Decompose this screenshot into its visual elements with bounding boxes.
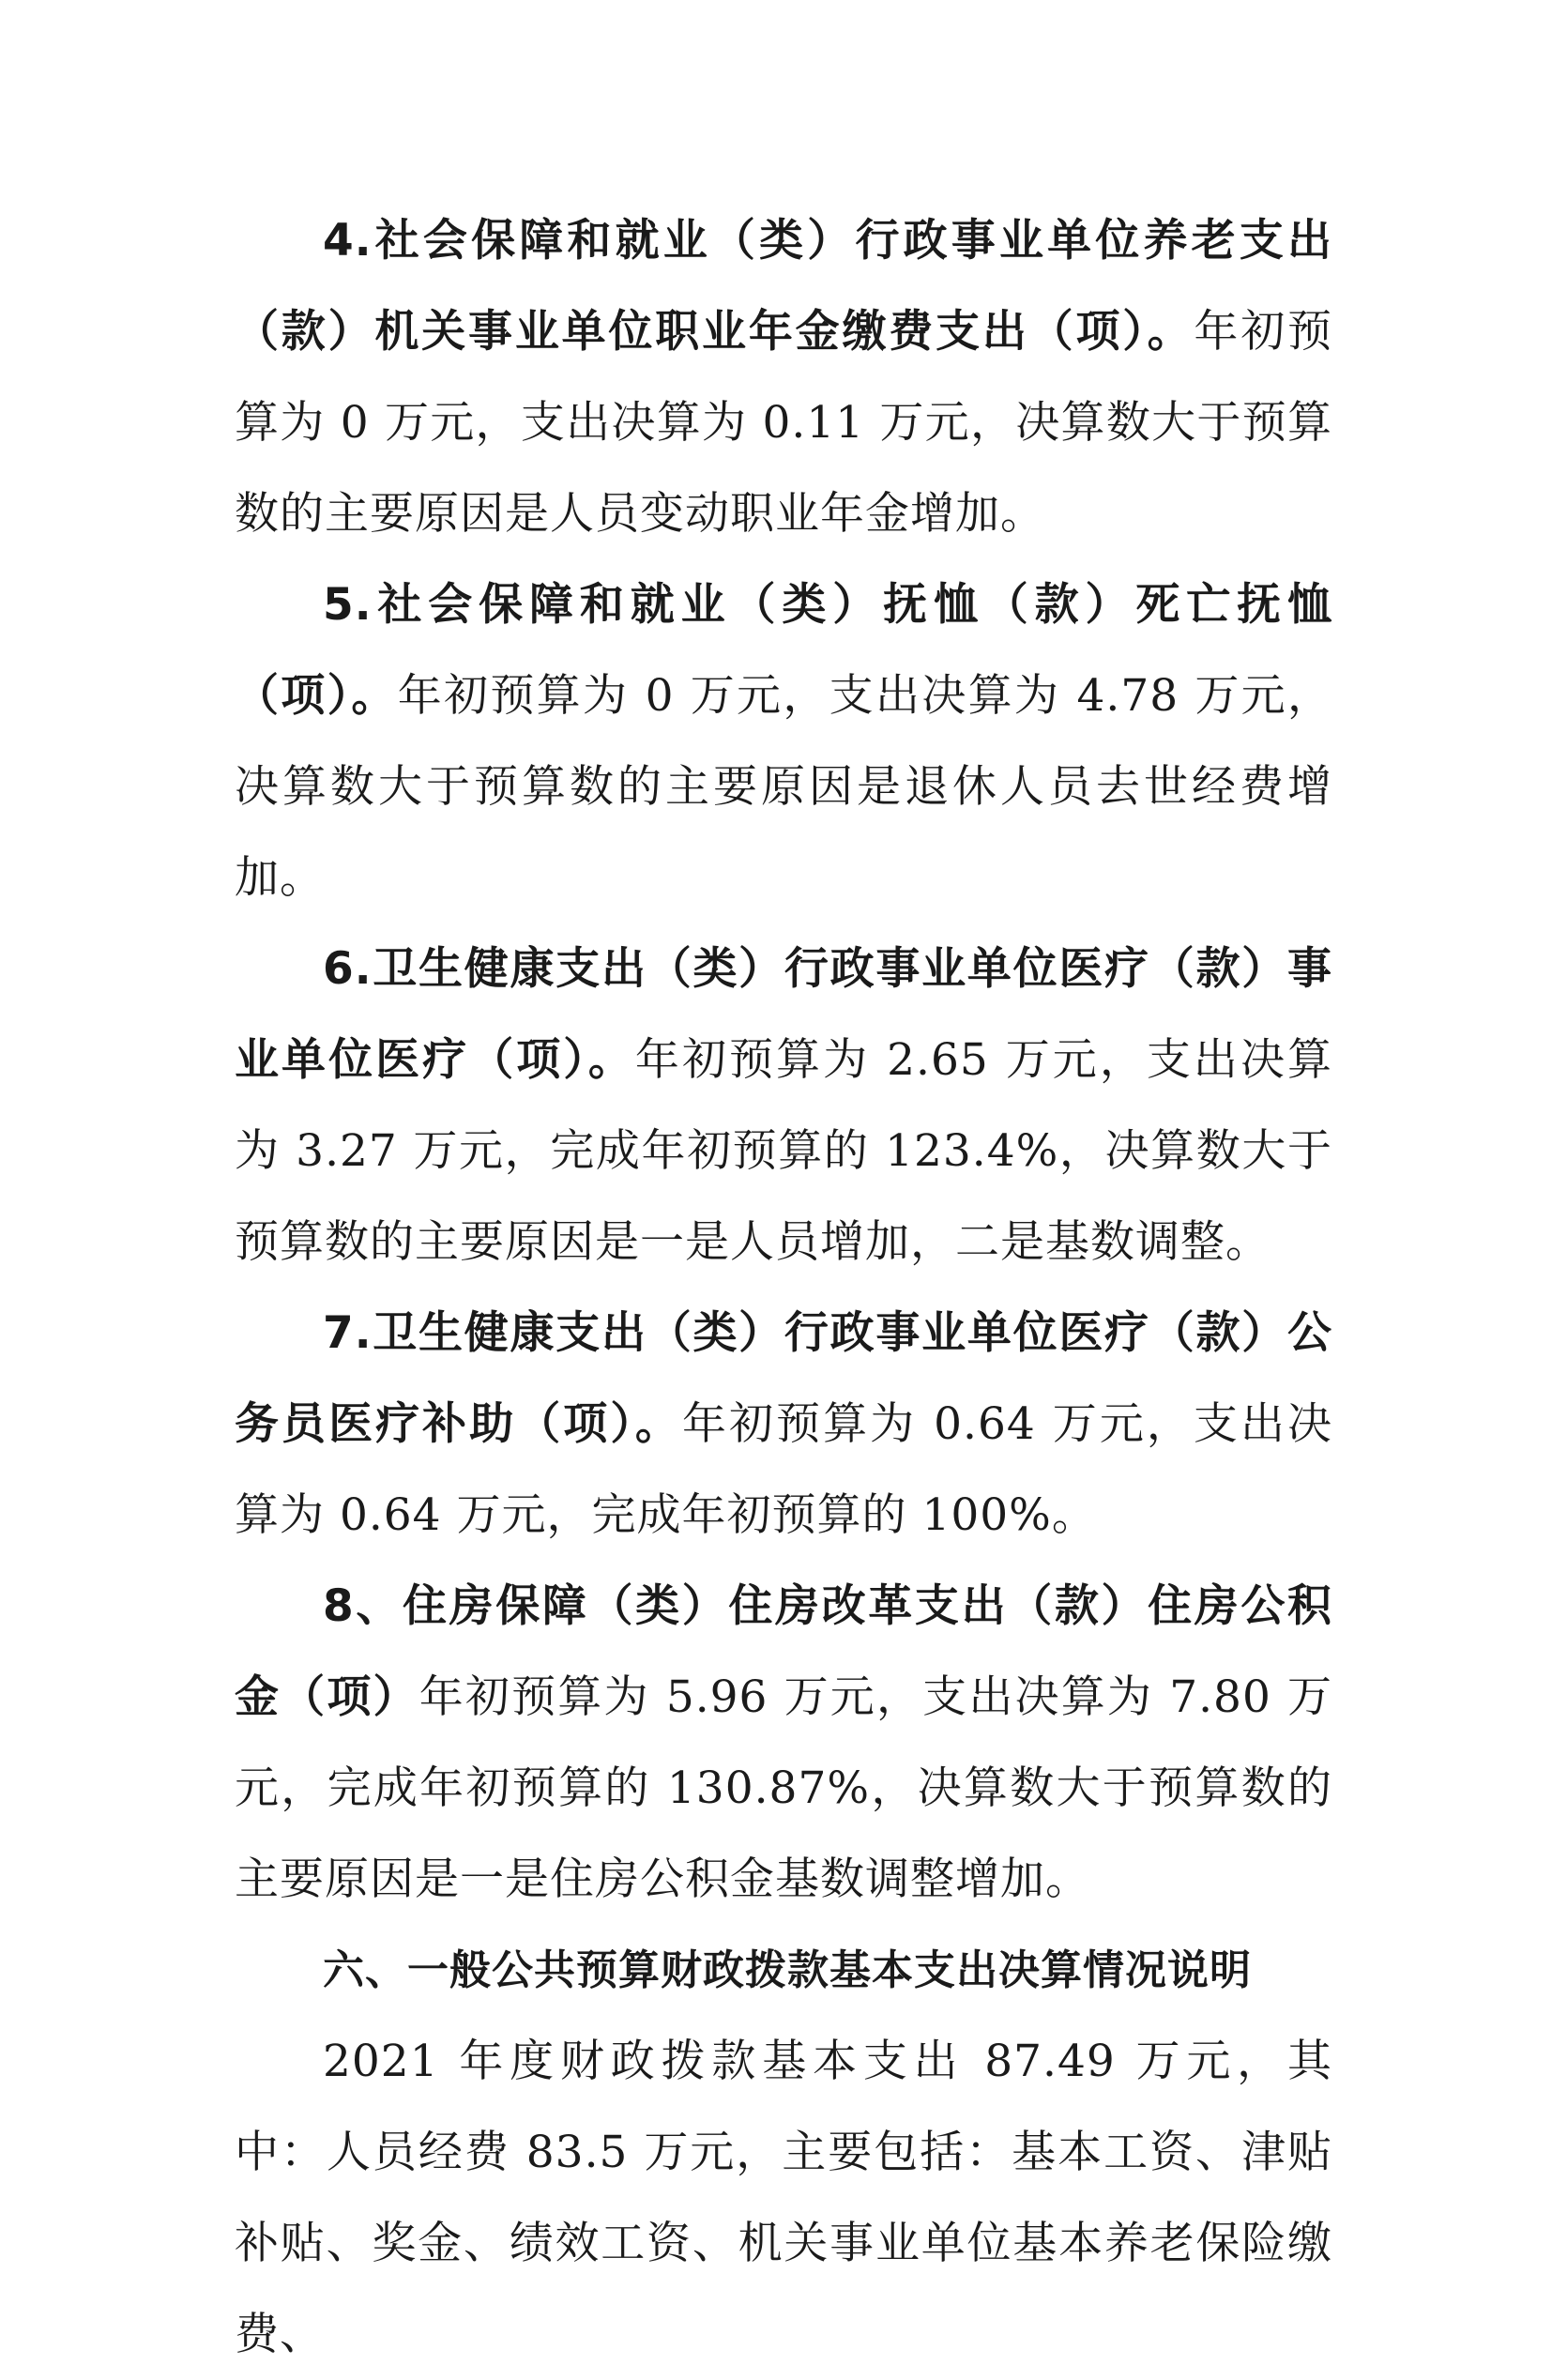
paragraph-heading: 8、住房保障（类）住房改革支出（款）住房公积金（项）	[235, 1580, 1332, 1723]
document-page	[235, 195, 1332, 2380]
paragraph-text: 年初预算为 0.64 万元，支出决算为 0.64 万元，完成年初预算的 100%。	[235, 1398, 1333, 1541]
paragraph-item-7	[235, 1288, 1332, 1561]
paragraph-item-6	[235, 923, 1332, 1288]
paragraph-text: 年初预算为 2.65 万元，支出决算为 3.27 万元，完成年初预算的 123.4%，决算数大于预算数的主要原因是一是人员增加，二是基数调整。	[235, 1034, 1333, 1268]
paragraph-item-5	[235, 559, 1332, 923]
paragraph-text: 年初预算为 0 万元，支出决算为 0.11 万元，决算数大于预算数的主要原因是人员变动职业年金增加。	[235, 306, 1332, 540]
paragraph-text: 年初预算为 5.96 万元，支出决算为 7.80 万元，完成年初预算的 130.87%，决算数大于预算数的主要原因是一是住房公积金基数调整增加。	[235, 1671, 1332, 1905]
paragraph-text: 年初预算为 0 万元，支出决算为 4.78 万元，决算数大于预算数的主要原因是退休人员去世经费增加。	[235, 670, 1332, 904]
paragraph-item-4	[235, 195, 1332, 559]
paragraph-heading: 5.社会保障和就业（类）抚恤（款）死亡抚恤（项）。	[235, 579, 1332, 722]
paragraph-heading: 7.卫生健康支出（类）行政事业单位医疗（款）公务员医疗补助（项）。	[235, 1307, 1332, 1450]
section-heading: 六、一般公共预算财政拨款基本支出决算情况说明	[323, 1946, 1252, 1994]
paragraph-item-8	[235, 1561, 1332, 1925]
paragraph-heading: 4.社会保障和就业（类）行政事业单位养老支出（款）机关事业单位职业年金缴费支出（项）。	[235, 215, 1332, 358]
basic-expenditure-paragraph: 2021 年度财政拨款基本支出 87.49 万元，其中：人员经费 83.5 万元，主要包括：基本工资、津贴补贴、奖金、绩效工资、机关事业单位基本养老保险缴费、	[235, 2036, 1332, 2360]
paragraph-heading: 6.卫生健康支出（类）行政事业单位医疗（款）事业单位医疗（项）。	[235, 943, 1332, 1086]
